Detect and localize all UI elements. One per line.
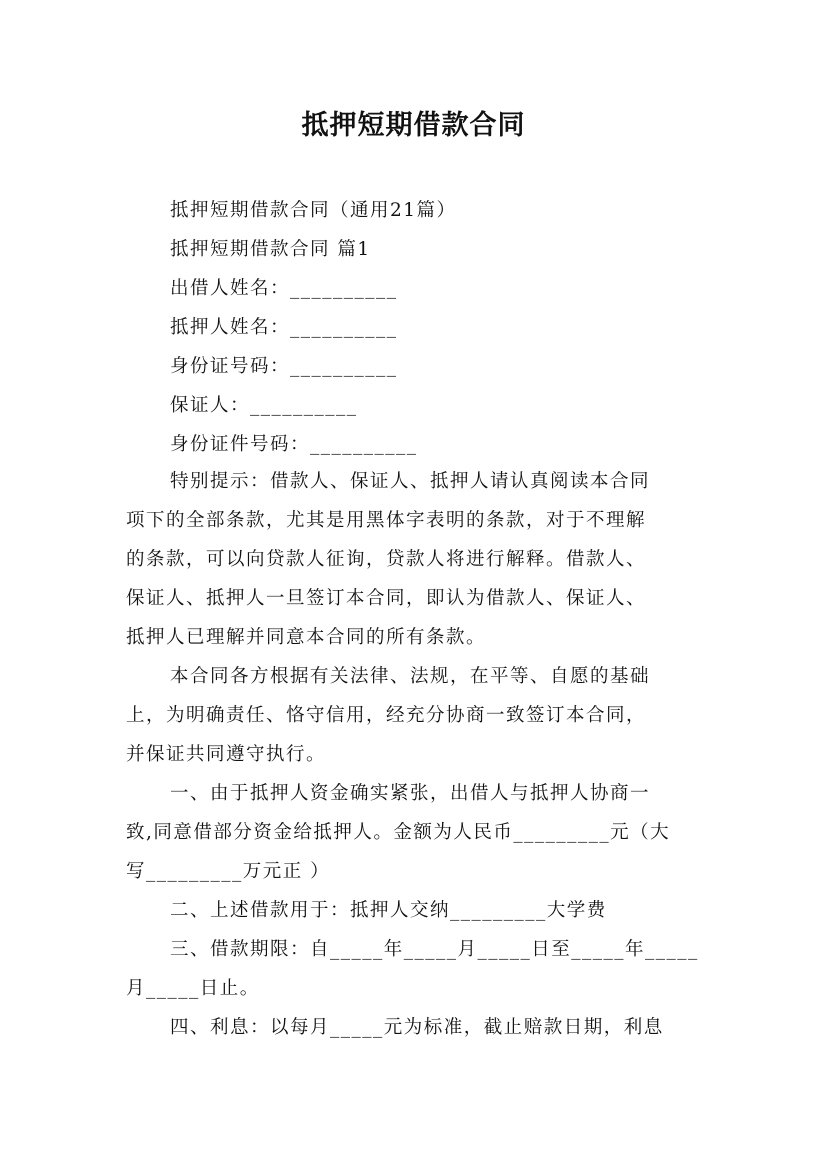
clause-1-line: 写_________万元正 ） xyxy=(126,861,331,882)
id-doc-number-field: 身份证件号码：__________ xyxy=(170,434,418,455)
clause-2-line: 二、上述借款用于：抵押人交纳_________大学费 xyxy=(170,900,607,921)
document-title: 抵押短期借款合同 xyxy=(301,110,526,141)
guarantor-field: 保证人：__________ xyxy=(170,395,358,416)
document-subtitle: 抵押短期借款合同（通用21篇） xyxy=(170,200,457,221)
clause-1-line: 一、由于抵押人资金确实紧张，出借人与抵押人协商一 xyxy=(170,783,651,804)
preamble-line: 上，为明确责任、恪守信用，经充分协商一致签订本合同， xyxy=(126,705,647,726)
notice-line: 的条款，可以向贷款人征询，贷款人将进行解释。借款人、 xyxy=(126,549,647,570)
preamble-line: 本合同各方根据有关法律、法规，在平等、自愿的基础 xyxy=(170,666,651,687)
preamble-line: 并保证共同遵守执行。 xyxy=(126,744,327,765)
clause-3-line: 月_____日止。 xyxy=(126,978,260,999)
lender-name-field: 出借人姓名：__________ xyxy=(170,278,398,299)
clause-3-line: 三、借款期限：自_____年_____月_____日至_____年_____ xyxy=(170,939,699,960)
clause-1-line: 致,同意借部分资金给抵押人。金额为人民币_________元（大 xyxy=(126,822,671,843)
notice-line: 保证人、抵押人一旦签订本合同，即认为借款人、保证人、 xyxy=(126,588,647,609)
clause-4-line: 四、利息：以每月_____元为标准，截止赔款日期，利息 xyxy=(170,1017,664,1038)
mortgagor-name-field: 抵押人姓名：__________ xyxy=(170,317,398,338)
section-heading: 抵押短期借款合同 篇1 xyxy=(170,239,371,260)
notice-line: 项下的全部条款，尤其是用黑体字表明的条款，对于不理解 xyxy=(126,510,647,531)
notice-line: 抵押人已理解并同意本合同的所有条款。 xyxy=(126,627,487,648)
id-number-field: 身份证号码：__________ xyxy=(170,356,398,377)
notice-line: 特别提示：借款人、保证人、抵押人请认真阅读本合同 xyxy=(170,471,651,492)
